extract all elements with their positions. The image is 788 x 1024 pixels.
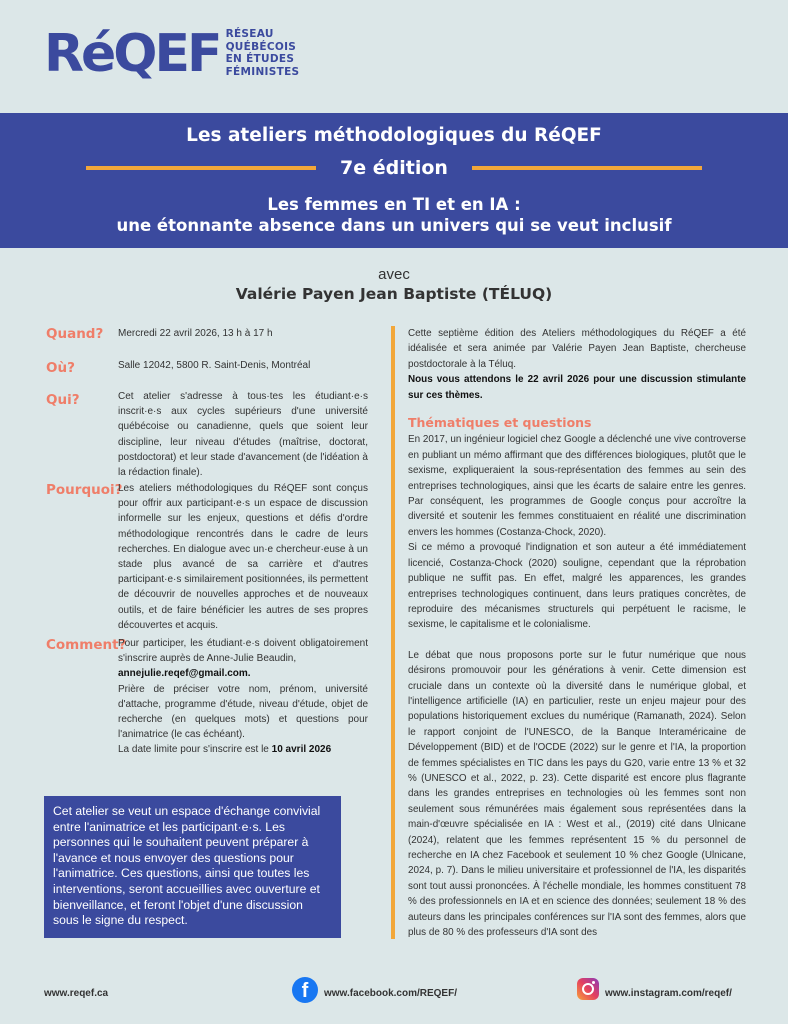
deadline-line — [118, 742, 368, 757]
contact-email[interactable] — [118, 666, 368, 681]
edition-label: 7e édition — [340, 157, 448, 179]
subtitle-line-1: Les femmes en TI et en IA : — [267, 195, 521, 214]
instagram-icon[interactable] — [577, 978, 599, 1000]
pourquoi-label: Pourquoi? — [46, 482, 123, 498]
themes-heading: Thématiques et questions — [408, 415, 592, 431]
quand-label: Quand? — [46, 326, 104, 342]
title-banner — [0, 113, 788, 248]
banner-subtitle — [0, 194, 788, 236]
qui-label: Qui? — [46, 392, 80, 408]
column-divider — [391, 326, 395, 939]
speaker-name: Valérie Payen Jean Baptiste (TÉLUQ) — [235, 285, 553, 303]
subtitle-line-2: une étonnante absence dans un univers qui se veut inclusif — [116, 216, 672, 235]
footer — [0, 975, 788, 1005]
intro-paragraph: Cette septième édition des Ateliers méthodologiques du RéQEF a été idéalisée et sera animée par Valérie Payen Jean Baptiste, chercheuse postdoctorale à la Téluq. — [408, 328, 746, 370]
edition-row — [0, 157, 788, 179]
logo-sub-line: EN ÉTUDES — [225, 53, 295, 65]
invite-paragraph: Nous vous attendons le 22 avril 2026 pour une discussion stimulante sur ces thèmes. — [408, 374, 746, 401]
paragraph-spacer — [408, 633, 746, 648]
logo-sub-line: QUÉBÉCOIS — [225, 40, 297, 53]
logo-subtitle — [226, 28, 300, 78]
paragraph-3: Le débat que nous proposons porte sur le futur numérique que nous désirons promouvoir pour les générations à venir. Cette dimension est cruciale dans un contexte où la diversité dans le numérique global, et l'intelligence artificielle (IA) en particulier, reste un enjeu majeur pour des populations historiquement exclues du numérique (Ramanath, 2024). Selon le rapport conjoint de l'UNESCO, de la Banque Interaméricaine de Développement (BID) et de l'OCDE (2022) sur le genre et l'IA, la proportion de femmes spécialistes en TIC dans les pays du G20, varie entre 13 % et 32 % (UNESCO et al., 2022, p. 23). Cette disparité est encore plus flagrante dans les grandes entreprises en technologies où les femmes sont non seulement sous rémunérées mais également sous représentées dans la main-d'œuvre spécialisée en IA : West et al., (2019) cité dans Ulnicane (2024), relatent que les femmes représentent 15 % du personnel de recherche en IA chez Facebook et seulement 10 % chez Google (Ulnicane, 2024, p. 7). Dans le milieu universitaire et professionnel de l'IA, les disparités sont tout aussi prononcées. À l'échelle mondiale, les hommes constituent 78 % des professionnels en IA et en science des données; seulement 18 % des auteurs dans les principales conférences sur l'IA sont des femmes, alors que plus de 80 % des professeurs d'IA sont des — [408, 649, 746, 939]
logo-sub-line: RÉSEAU — [225, 28, 274, 40]
logo-mark: RéQEF — [44, 24, 220, 84]
quand-value: Mercredi 22 avril 2026, 13 h à 17 h — [118, 328, 273, 339]
right-column — [408, 326, 746, 940]
ou-value: Salle 12042, 5800 R. Saint-Denis, Montréal — [118, 360, 311, 371]
edition-divider-right — [472, 166, 702, 170]
comment-intro: Pour participer, les étudiant·e·s doivent obligatoirement s'inscrire auprès de Anne-Julie Beaudin, — [118, 638, 368, 665]
logo-sub-line: FÉMINISTES — [225, 65, 300, 78]
comment-label: Comment? — [46, 637, 127, 653]
paragraph-1: En 2017, un ingénieur logiciel chez Google a déclenché une vive controverse en publiant un mémo affirmant que des différences biologiques, plutôt que le sexisme, expliqueraient la sous-représentation des femmes au sein des entreprises technologiques, ainsi que les écarts de salaire entre les genres. Par conséquent, les programmes de Google conçus pour accroître la diversité et soutenir les femmes constituaient en réalité une discrimination envers les hommes (Costanza-Chock, 2020). — [408, 434, 746, 538]
facebook-link[interactable]: www.facebook.com/REQEF/ — [324, 988, 457, 999]
comment-block — [118, 636, 368, 758]
qui-value: Cet atelier s'adresse à tous·tes les étudiant·e·s inscrit·e·s aux cycles supérieurs d'une université québécoise ou canadienne, quels que soient leur discipline, leur niveau d'études (maîtrise, doctorat, postdoctorat) et leur stade d'avancement (de l'idéation à la rédaction finale). — [118, 391, 368, 479]
deadline-text: La date limite pour s'inscrire est le — [118, 744, 269, 756]
avec-label: avec — [378, 266, 410, 283]
paragraph-2: Si ce mémo a provoqué l'indignation et son auteur a été immédiatement licencié, Costanza-Chock (2020) souligne, cependant que la réprobation publique ne suffit pas. En effet, malgré les apparences, les grandes entreprises technologiques continuent, dans leurs pratiques concrètes, de reproduire des mécanismes structurels qui perpétuent le racisme, le sexisme, le capitalisme et le colonialisme. — [408, 542, 746, 631]
email-link[interactable]: annejulie.reqef@gmail.com. — [118, 668, 251, 680]
reqef-logo — [44, 26, 299, 82]
instagram-link[interactable]: www.instagram.com/reqef/ — [605, 988, 732, 999]
deadline-date: 10 avril 2026 — [271, 744, 332, 756]
welcome-callout: Cet atelier se veut un espace d'échange convivial entre l'animatrice et les participant·e·s. Les personnes qui le souhaitent peuvent préparer à l'avance et nous envoyer des questions pour l'animatrice. Ces questions, ainsi que toutes les interventions, seront accueillies avec ouverture et bienveillance, et feront l'objet d'une discussion sous le signe du respect. — [44, 796, 341, 938]
comment-details: Prière de préciser votre nom, prénom, université d'attache, programme d'étude, niveau d'étude, objet de recherche (en quelques mots) et questions pour l'animatrice (le cas échéant). — [118, 683, 368, 741]
edition-divider-left — [86, 166, 316, 170]
banner-title: Les ateliers méthodologiques du RéQEF — [186, 125, 602, 146]
ou-label: Où? — [46, 360, 75, 376]
pourquoi-value: Les ateliers méthodologiques du RéQEF sont conçus pour offrir aux participant·e·s un espace de discussion informelle sur les enjeux, questions et défis d'ordre méthodologique rencontrés dans le cadre de leurs recherches. En dialogue avec un·e chercheur·euse à un stade plus avancé de sa carrière et d'autres participant·e·s similairement positionnées, ils permettent de découvrir de nouvelles approches et de nouveaux outils, et de faire bénéficier les autres de ses propres découvertes et acquis. — [118, 483, 368, 631]
facebook-icon[interactable]: f — [292, 977, 318, 1003]
website-link[interactable]: www.reqef.ca — [44, 988, 109, 999]
